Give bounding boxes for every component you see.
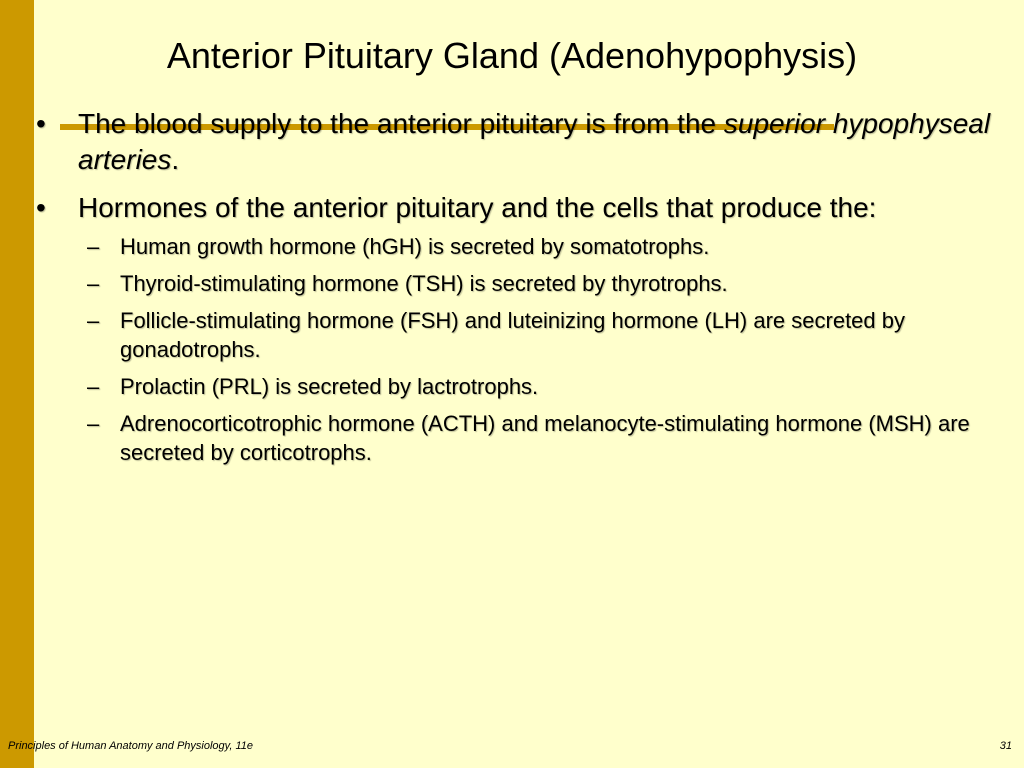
sub-item-text: Follicle-stimulating hormone (FSH) and luteinizing hormone (LH) are secreted by gonadotrophs. [120, 308, 905, 362]
dash-mark: – [87, 271, 100, 296]
dash-mark: – [87, 234, 100, 259]
sub-item-prl [30, 372, 1005, 401]
bullet-trail: . [171, 144, 180, 175]
sub-item-fsh-lh [30, 306, 1005, 364]
bullet-mark: • [36, 192, 46, 223]
hormone-sub-list [30, 232, 1005, 467]
bullet-blood-supply [30, 106, 1005, 178]
left-accent-bar [0, 0, 34, 768]
slide-title: Anterior Pituitary Gland (Adenohypophysis) [166, 35, 858, 76]
sub-item-text: Thyroid-stimulating hormone (TSH) is secreted by thyrotrophs. [120, 271, 728, 296]
bullet-hormones [30, 190, 1005, 226]
bullet-emphasis: superior hypophyseal arteries [78, 108, 991, 175]
sub-item-text: Human growth hormone (hGH) is secreted by somatotrophs. [120, 234, 710, 259]
slide-content [30, 106, 1005, 475]
slide-title-container [0, 34, 1024, 78]
footer-page-number: 31 [999, 740, 1012, 752]
dash-mark: – [87, 411, 100, 436]
sub-item-text: Adrenocorticotrophic hormone (ACTH) and melanocyte-stimulating hormone (MSH) are secreted by corticotrophs. [120, 411, 970, 465]
footer-book-title: Principles of Human Anatomy and Physiology, 11e [8, 740, 253, 752]
bullet-mark: • [36, 108, 46, 139]
sub-item-hgh [30, 232, 1005, 261]
dash-mark: – [87, 374, 100, 399]
sub-item-tsh [30, 269, 1005, 298]
bullet-text: Hormones of the anterior pituitary and the cells that produce the: [78, 192, 877, 223]
dash-mark: – [87, 308, 100, 333]
sub-item-acth-msh [30, 409, 1005, 467]
bullet-text: The blood supply to the anterior pituitary is from the [78, 108, 724, 139]
sub-item-text: Prolactin (PRL) is secreted by lactrotrophs. [120, 374, 539, 399]
